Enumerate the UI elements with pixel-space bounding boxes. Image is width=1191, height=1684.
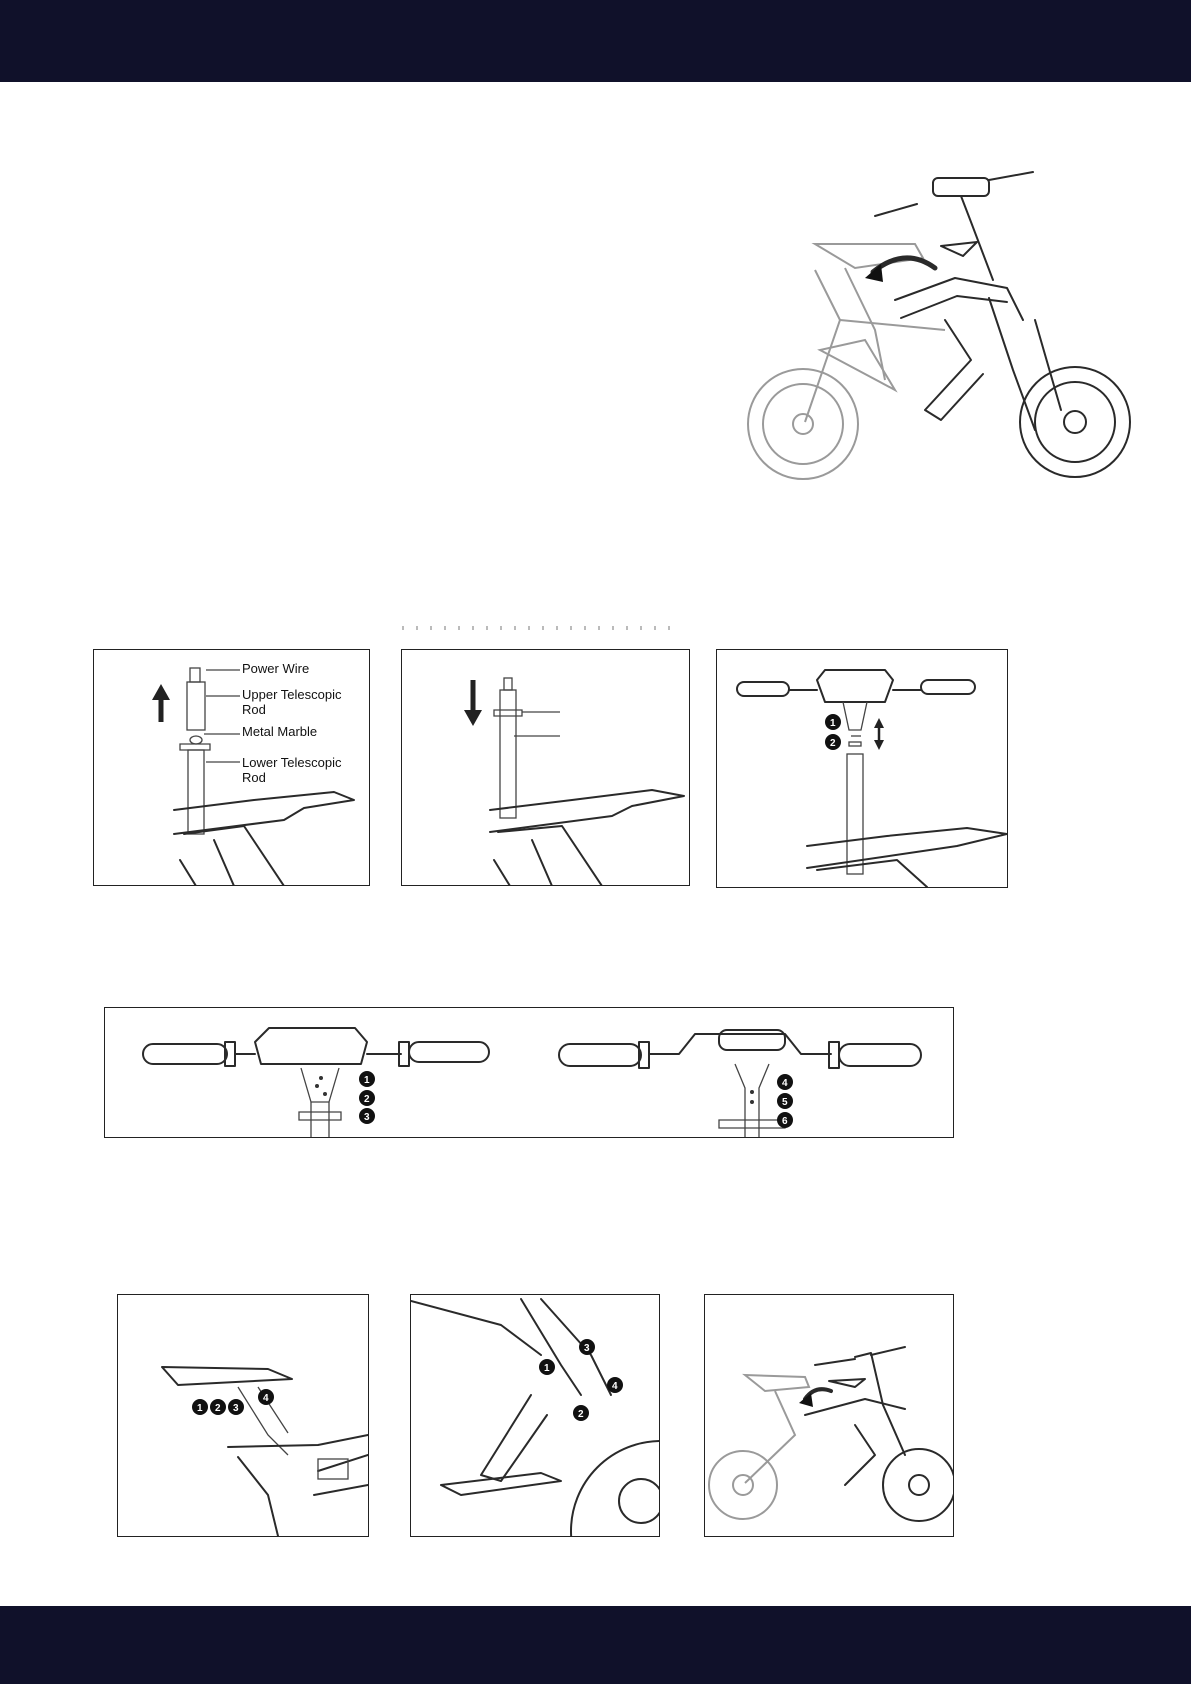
svg-text:3: 3 bbox=[233, 1403, 239, 1414]
svg-text:2: 2 bbox=[578, 1409, 584, 1420]
label-upper-rod-1: Upper Telescopic bbox=[242, 687, 342, 702]
svg-text:1: 1 bbox=[364, 1075, 370, 1086]
label-upper-rod-2: Rod bbox=[242, 702, 266, 717]
panel-telescopic-rod-parts bbox=[93, 649, 370, 886]
svg-text:1: 1 bbox=[544, 1363, 550, 1374]
label-metal-marble: Metal Marble bbox=[242, 724, 318, 739]
bottom-footer-band bbox=[0, 1606, 1191, 1684]
svg-text:6: 6 bbox=[782, 1116, 788, 1127]
label-lower-rod-2: Rod bbox=[242, 770, 266, 785]
svg-text:2: 2 bbox=[364, 1094, 370, 1105]
top-header-band bbox=[0, 0, 1191, 82]
svg-text:2: 2 bbox=[215, 1403, 221, 1414]
svg-text:5: 5 bbox=[782, 1097, 788, 1108]
panel-fold-scooter bbox=[704, 1294, 954, 1537]
panel-frame-screws bbox=[410, 1294, 660, 1537]
panel-insert-rod bbox=[401, 649, 690, 886]
svg-text:2: 2 bbox=[830, 738, 836, 749]
label-power-wire: Power Wire bbox=[242, 661, 310, 676]
unfolding-scooter-illustration bbox=[745, 160, 1131, 482]
svg-text:3: 3 bbox=[364, 1112, 370, 1123]
svg-text:3: 3 bbox=[584, 1343, 590, 1354]
label-lower-rod-1: Lower Telescopic bbox=[242, 755, 342, 770]
panel-handlebar-screws bbox=[104, 1007, 954, 1138]
dotted-rule bbox=[402, 626, 682, 630]
svg-text:1: 1 bbox=[197, 1403, 203, 1414]
svg-text:4: 4 bbox=[263, 1393, 269, 1404]
svg-text:1: 1 bbox=[830, 718, 836, 729]
svg-text:4: 4 bbox=[612, 1381, 618, 1392]
panel-seat-screws bbox=[117, 1294, 369, 1537]
panel-attach-handlebar bbox=[716, 649, 1008, 888]
svg-text:4: 4 bbox=[782, 1078, 788, 1089]
